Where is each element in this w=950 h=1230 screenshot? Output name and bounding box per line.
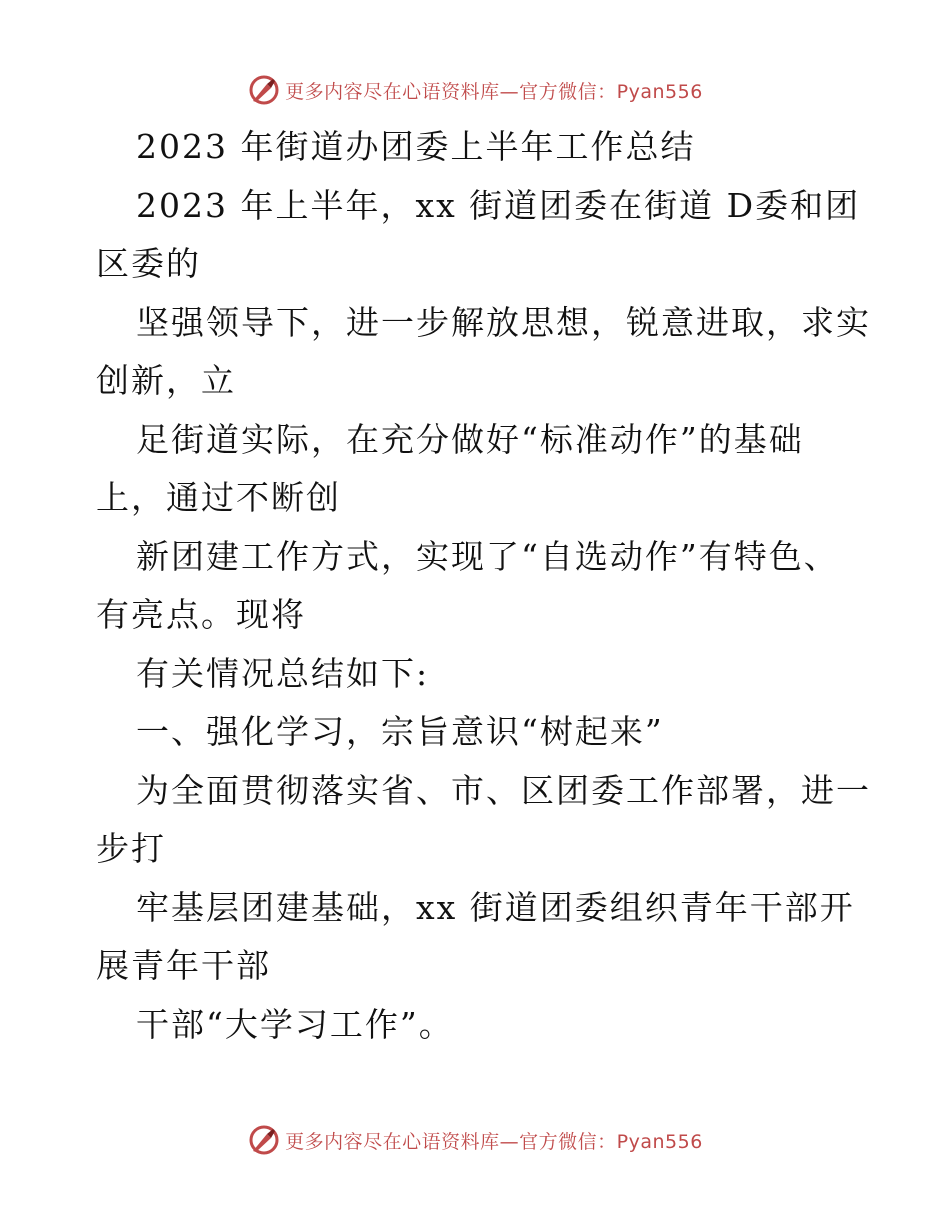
pen-nib-logo-icon [247, 73, 281, 107]
text-line: 有关情况总结如下: [136, 653, 430, 693]
pen-nib-logo-icon [247, 1123, 281, 1157]
text-line: 一、强化学习，宗旨意识“树起来” [136, 712, 664, 751]
text-line: 步打 [96, 829, 166, 868]
watermark-text: 更多内容尽在心语资料库—官方微信：Pyan556 [285, 80, 703, 103]
text-line: 坚强领导下，进一步解放思想，锐意进取，求实 [136, 302, 871, 342]
text-line: 2023 年上半年，xx 街道团委在街道 D委和团 [136, 185, 861, 225]
text-line: 新团建工作方式，实现了“自选动作”有特色、 [136, 536, 839, 576]
watermark-footer [0, 1120, 950, 1160]
text-line: 足街道实际，在充分做好“标准动作”的基础 [136, 419, 804, 459]
text-line: 干部“大学习工作”。 [136, 1004, 454, 1044]
text-line: 区委的 [96, 244, 201, 283]
text-line: 上，通过不断创 [96, 478, 341, 517]
text-line: 2023 年街道办团委上半年工作总结 [136, 127, 696, 166]
watermark-text: 更多内容尽在心语资料库—官方微信：Pyan556 [285, 1130, 703, 1153]
document-body [96, 118, 871, 1054]
text-line: 牢基层团建基础，xx 街道团委组织青年干部开 [136, 887, 855, 927]
watermark-header [0, 70, 950, 110]
text-line: 为全面贯彻落实省、市、区团委工作部署，进一 [136, 770, 871, 810]
text-line: 创新，立 [96, 361, 236, 400]
text-line: 有亮点。现将 [96, 595, 306, 634]
text-line: 展青年干部 [96, 946, 271, 985]
